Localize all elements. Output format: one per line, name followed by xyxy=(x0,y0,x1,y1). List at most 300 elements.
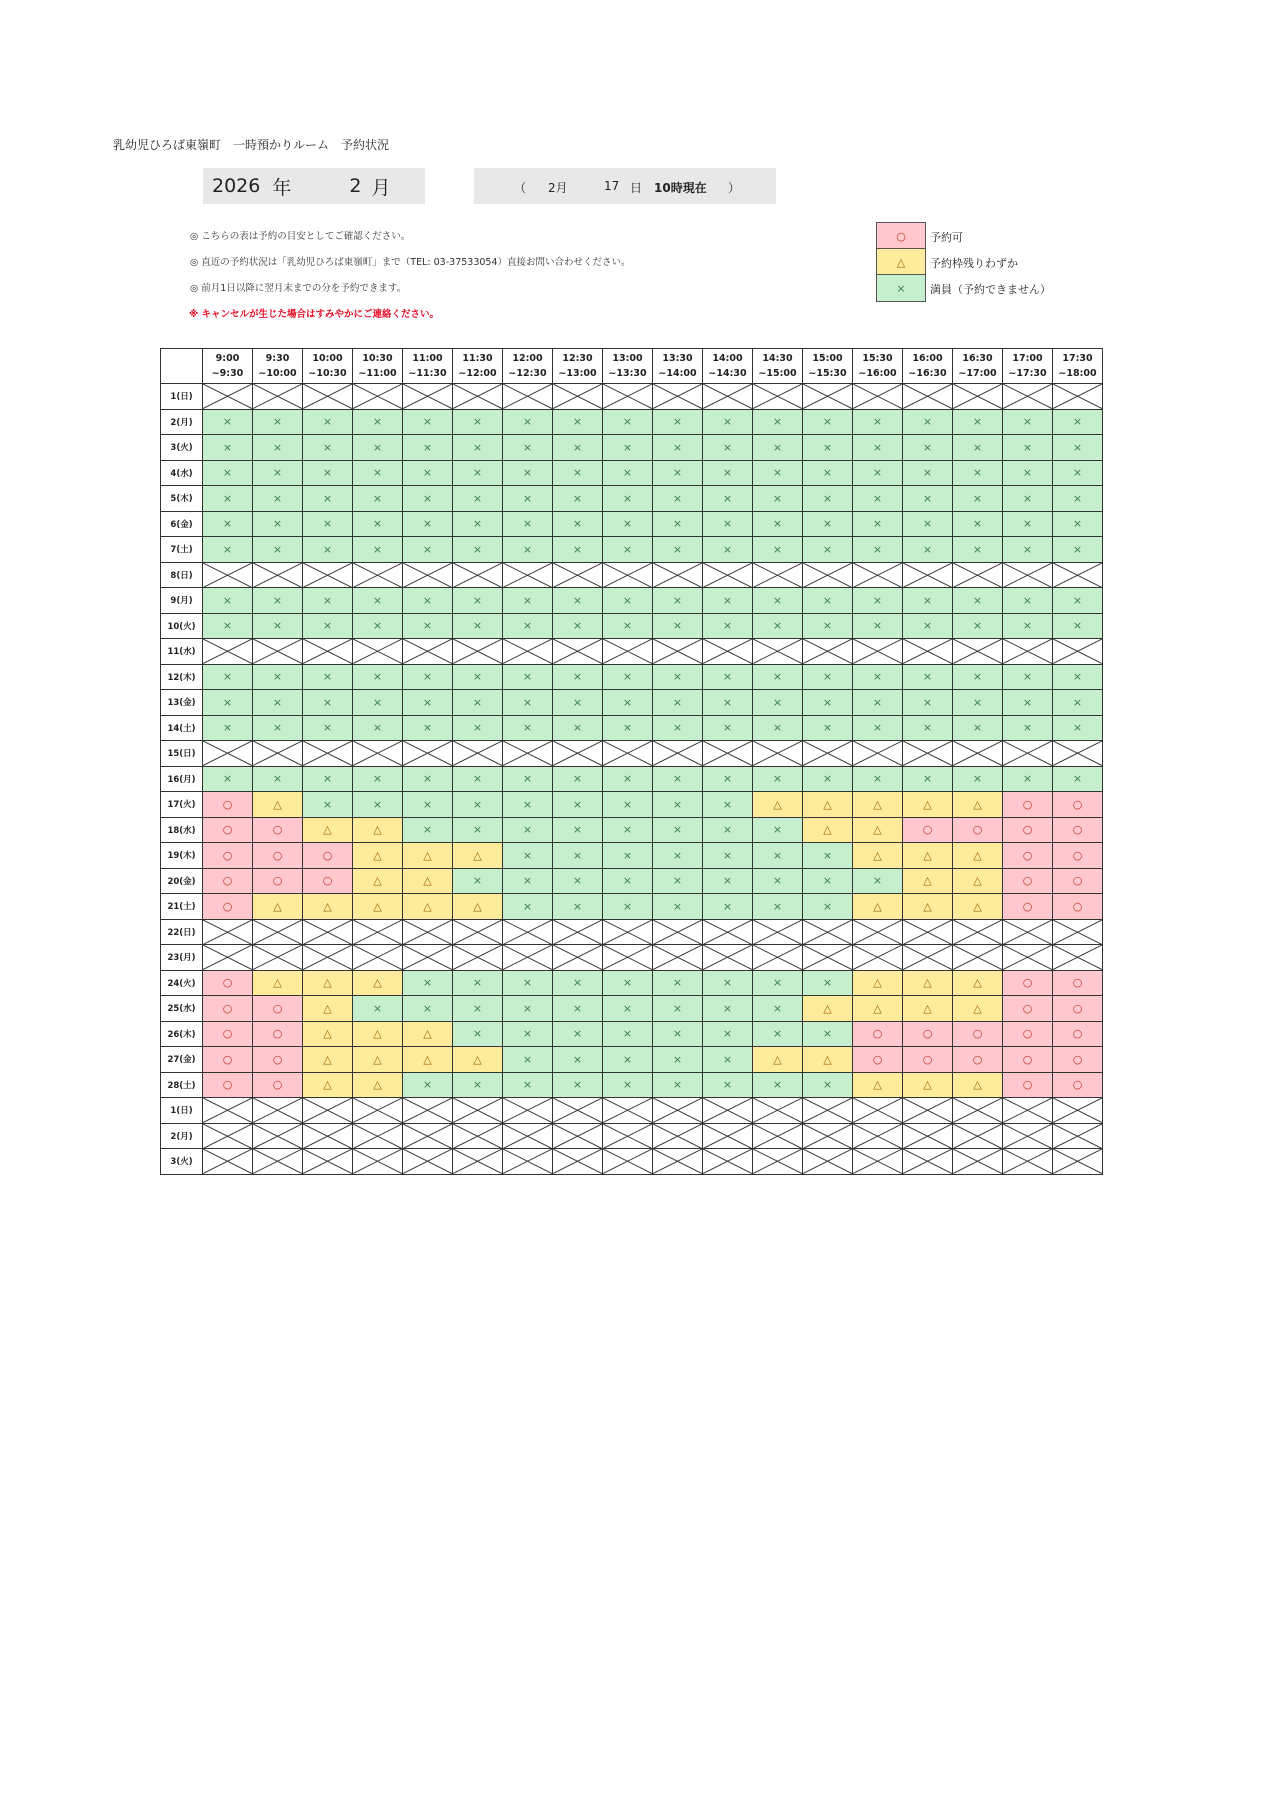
closed-cross-mark xyxy=(403,1149,452,1174)
table-row xyxy=(161,715,1103,741)
closed-cross-mark xyxy=(653,1124,702,1149)
full-cell: × xyxy=(403,435,453,461)
closed-cross-mark xyxy=(453,1149,502,1174)
closed-cell xyxy=(553,945,603,971)
closed-cross-mark xyxy=(553,920,602,945)
full-cell: × xyxy=(703,970,753,996)
full-cell: × xyxy=(853,664,903,690)
few-left-cell: △ xyxy=(303,1047,353,1073)
closed-cell xyxy=(903,384,953,410)
reservation-body xyxy=(161,384,1103,1175)
full-cell: × xyxy=(453,537,503,563)
closed-cell xyxy=(203,1149,253,1175)
full-cell: × xyxy=(903,486,953,512)
full-cell: × xyxy=(753,664,803,690)
full-cell: × xyxy=(803,690,853,716)
time-slot-header xyxy=(953,349,1003,384)
closed-cell xyxy=(503,1098,553,1124)
few-left-cell: △ xyxy=(353,843,403,869)
closed-cell xyxy=(503,945,553,971)
legend-swatch-full: × xyxy=(876,274,926,302)
full-cell: × xyxy=(503,588,553,614)
day-label: 4(水) xyxy=(161,460,203,486)
closed-cell xyxy=(253,384,303,410)
full-cell: × xyxy=(703,715,753,741)
closed-cross-mark xyxy=(403,563,452,588)
few-left-cell: △ xyxy=(953,1072,1003,1098)
full-cell: × xyxy=(403,511,453,537)
closed-cell xyxy=(253,945,303,971)
closed-cross-mark xyxy=(1003,563,1052,588)
closed-cross-mark xyxy=(353,945,402,970)
closed-cross-mark xyxy=(653,384,702,409)
slot-end: ~15:00 xyxy=(758,368,797,379)
closed-cross-mark xyxy=(753,1149,802,1174)
table-row xyxy=(161,384,1103,410)
closed-cross-mark xyxy=(553,1149,602,1174)
table-row xyxy=(161,792,1103,818)
closed-cell xyxy=(353,639,403,665)
closed-cross-mark xyxy=(1003,945,1052,970)
closed-cell xyxy=(653,1123,703,1149)
full-cell: × xyxy=(253,511,303,537)
time-slot-header xyxy=(553,349,603,384)
full-cell: × xyxy=(553,690,603,716)
full-cell: × xyxy=(703,766,753,792)
closed-cross-mark xyxy=(303,639,352,664)
full-cell: × xyxy=(553,435,603,461)
closed-cross-mark xyxy=(503,563,552,588)
full-cell: × xyxy=(903,435,953,461)
closed-cell xyxy=(753,1123,803,1149)
full-cell: × xyxy=(653,409,703,435)
full-cell: × xyxy=(403,460,453,486)
closed-cross-mark xyxy=(953,1124,1002,1149)
table-row xyxy=(161,460,1103,486)
full-cell: × xyxy=(253,664,303,690)
day-label: 13(金) xyxy=(161,690,203,716)
closed-cross-mark xyxy=(1053,1124,1102,1149)
full-cell: × xyxy=(753,537,803,563)
few-left-cell: △ xyxy=(303,970,353,996)
closed-cell xyxy=(703,639,753,665)
table-row xyxy=(161,537,1103,563)
full-cell: × xyxy=(403,588,453,614)
closed-cell xyxy=(603,1123,653,1149)
closed-cross-mark xyxy=(253,920,302,945)
full-cell: × xyxy=(303,715,353,741)
closed-cell xyxy=(703,384,753,410)
year-unit: 年 xyxy=(272,176,292,199)
few-left-cell: △ xyxy=(303,894,353,920)
full-cell: × xyxy=(503,511,553,537)
few-left-cell: △ xyxy=(303,817,353,843)
closed-cross-mark xyxy=(803,1124,852,1149)
closed-cross-mark xyxy=(203,384,252,409)
closed-cross-mark xyxy=(803,1149,852,1174)
full-cell: × xyxy=(353,537,403,563)
full-cell: × xyxy=(753,868,803,894)
closed-cell xyxy=(553,1123,603,1149)
full-cell: × xyxy=(953,511,1003,537)
closed-cell xyxy=(853,562,903,588)
closed-cell xyxy=(303,945,353,971)
full-cell: × xyxy=(1003,613,1053,639)
closed-cross-mark xyxy=(1053,563,1102,588)
closed-cross-mark xyxy=(303,1124,352,1149)
slot-start: 9:00 xyxy=(215,353,240,364)
full-cell: × xyxy=(503,1021,553,1047)
closed-cell xyxy=(553,919,603,945)
closed-cross-mark xyxy=(653,741,702,766)
full-cell: × xyxy=(353,996,403,1022)
closed-cell xyxy=(403,639,453,665)
slot-end: ~17:30 xyxy=(1008,368,1047,379)
closed-cross-mark xyxy=(603,920,652,945)
closed-cross-mark xyxy=(353,1098,402,1123)
full-cell: × xyxy=(203,435,253,461)
closed-cross-mark xyxy=(803,1098,852,1123)
closed-cell xyxy=(853,384,903,410)
full-cell: × xyxy=(553,486,603,512)
day-label: 1(日) xyxy=(161,384,203,410)
full-cell: × xyxy=(603,817,653,843)
closed-cell xyxy=(903,1098,953,1124)
full-cell: × xyxy=(953,664,1003,690)
few-left-cell: △ xyxy=(803,1047,853,1073)
closed-cross-mark xyxy=(503,639,552,664)
time-slot-header xyxy=(253,349,303,384)
full-cell: × xyxy=(453,996,503,1022)
day-label: 20(金) xyxy=(161,868,203,894)
closed-cell xyxy=(703,1149,753,1175)
closed-cell xyxy=(503,741,553,767)
few-left-cell: △ xyxy=(303,996,353,1022)
closed-cross-mark xyxy=(503,384,552,409)
full-cell: × xyxy=(703,460,753,486)
corner-cell xyxy=(161,349,203,384)
available-cell: ○ xyxy=(1003,970,1053,996)
closed-cell xyxy=(1003,945,1053,971)
closed-cross-mark xyxy=(1053,945,1102,970)
full-cell: × xyxy=(753,1021,803,1047)
closed-cell xyxy=(903,741,953,767)
closed-cell xyxy=(1003,1149,1053,1175)
closed-cell xyxy=(603,741,653,767)
closed-cross-mark xyxy=(853,563,902,588)
closed-cell xyxy=(253,639,303,665)
closed-cross-mark xyxy=(553,639,602,664)
closed-cell xyxy=(353,1149,403,1175)
few-left-cell: △ xyxy=(303,1021,353,1047)
few-left-cell: △ xyxy=(353,1072,403,1098)
full-cell: × xyxy=(853,588,903,614)
full-cell: × xyxy=(753,996,803,1022)
full-cell: × xyxy=(853,537,903,563)
closed-cross-mark xyxy=(453,384,502,409)
full-cell: × xyxy=(703,511,753,537)
full-cell: × xyxy=(703,1047,753,1073)
closed-cell xyxy=(853,1098,903,1124)
full-cell: × xyxy=(503,537,553,563)
closed-cell xyxy=(803,1123,853,1149)
closed-cross-mark xyxy=(853,945,902,970)
closed-cross-mark xyxy=(253,1149,302,1174)
full-cell: × xyxy=(1003,511,1053,537)
full-cell: × xyxy=(853,460,903,486)
note-item: ◎ こちらの表は予約の目安としてご確認ください。 xyxy=(190,231,411,242)
full-cell: × xyxy=(503,690,553,716)
full-cell: × xyxy=(253,460,303,486)
available-cell: ○ xyxy=(903,817,953,843)
few-left-cell: △ xyxy=(903,868,953,894)
table-row xyxy=(161,511,1103,537)
available-cell: ○ xyxy=(1053,996,1103,1022)
closed-cell xyxy=(503,919,553,945)
full-cell: × xyxy=(603,766,653,792)
full-cell: × xyxy=(553,409,603,435)
slot-start: 16:00 xyxy=(912,353,943,364)
full-cell: × xyxy=(953,613,1003,639)
full-cell: × xyxy=(803,664,853,690)
as-of-month: 2月 xyxy=(548,181,568,195)
full-cell: × xyxy=(553,715,603,741)
full-cell: × xyxy=(603,537,653,563)
closed-cell xyxy=(403,741,453,767)
closed-cross-mark xyxy=(853,1149,902,1174)
closed-cross-mark xyxy=(503,920,552,945)
full-cell: × xyxy=(303,664,353,690)
full-cell: × xyxy=(503,664,553,690)
closed-cross-mark xyxy=(253,563,302,588)
closed-cross-mark xyxy=(1053,920,1102,945)
full-cell: × xyxy=(703,996,753,1022)
closed-cross-mark xyxy=(453,639,502,664)
closed-cross-mark xyxy=(603,1124,652,1149)
few-left-cell: △ xyxy=(403,894,453,920)
full-cell: × xyxy=(603,486,653,512)
closed-cell xyxy=(703,919,753,945)
few-left-cell: △ xyxy=(953,843,1003,869)
closed-cell xyxy=(853,945,903,971)
full-cell: × xyxy=(653,817,703,843)
closed-cross-mark xyxy=(803,920,852,945)
closed-cell xyxy=(353,945,403,971)
closed-cell xyxy=(603,384,653,410)
full-cell: × xyxy=(803,868,853,894)
full-cell: × xyxy=(503,409,553,435)
closed-cross-mark xyxy=(303,384,352,409)
closed-cell xyxy=(253,919,303,945)
time-slot-header xyxy=(453,349,503,384)
full-cell: × xyxy=(553,664,603,690)
full-cell: × xyxy=(553,537,603,563)
full-cell: × xyxy=(803,460,853,486)
available-cell: ○ xyxy=(1003,868,1053,894)
closed-cell xyxy=(853,919,903,945)
closed-cell xyxy=(353,1123,403,1149)
full-cell: × xyxy=(453,613,503,639)
full-cell: × xyxy=(803,409,853,435)
closed-cell xyxy=(903,562,953,588)
month-value: 2 xyxy=(349,175,362,197)
day-label: 14(土) xyxy=(161,715,203,741)
available-cell: ○ xyxy=(1003,792,1053,818)
closed-cross-mark xyxy=(603,563,652,588)
closed-cell xyxy=(953,945,1003,971)
closed-cross-mark xyxy=(253,945,302,970)
full-cell: × xyxy=(753,486,803,512)
closed-cell xyxy=(403,1149,453,1175)
full-cell: × xyxy=(653,894,703,920)
full-cell: × xyxy=(603,970,653,996)
closed-cross-mark xyxy=(503,1098,552,1123)
full-cell: × xyxy=(853,486,903,512)
closed-cell xyxy=(303,562,353,588)
slot-start: 13:00 xyxy=(612,353,643,364)
full-cell: × xyxy=(453,460,503,486)
full-cell: × xyxy=(653,1047,703,1073)
closed-cross-mark xyxy=(253,1124,302,1149)
full-cell: × xyxy=(253,537,303,563)
closed-cell xyxy=(403,945,453,971)
available-cell: ○ xyxy=(903,1021,953,1047)
as-of-open-paren: （ xyxy=(514,181,527,195)
day-label: 15(日) xyxy=(161,741,203,767)
full-cell: × xyxy=(603,792,653,818)
closed-cell xyxy=(453,384,503,410)
few-left-cell: △ xyxy=(903,1072,953,1098)
closed-cross-mark xyxy=(853,639,902,664)
full-cell: × xyxy=(803,1021,853,1047)
full-cell: × xyxy=(603,715,653,741)
closed-cross-mark xyxy=(903,563,952,588)
slot-start: 11:30 xyxy=(462,353,493,364)
available-cell: ○ xyxy=(1003,1047,1053,1073)
closed-cell xyxy=(303,741,353,767)
full-cell: × xyxy=(253,435,303,461)
full-cell: × xyxy=(453,715,503,741)
full-cell: × xyxy=(453,664,503,690)
full-cell: × xyxy=(653,792,703,818)
slot-end: ~13:30 xyxy=(608,368,647,379)
closed-cross-mark xyxy=(803,639,852,664)
closed-cross-mark xyxy=(903,1098,952,1123)
full-cell: × xyxy=(803,1072,853,1098)
time-slot-header xyxy=(1003,349,1053,384)
closed-cross-mark xyxy=(403,384,452,409)
closed-cross-mark xyxy=(903,945,952,970)
closed-cross-mark xyxy=(853,741,902,766)
few-left-cell: △ xyxy=(403,843,453,869)
table-row xyxy=(161,409,1103,435)
closed-cell xyxy=(603,919,653,945)
available-cell: ○ xyxy=(1053,843,1103,869)
closed-cross-mark xyxy=(453,920,502,945)
closed-cell xyxy=(203,945,253,971)
full-cell: × xyxy=(203,690,253,716)
closed-cell xyxy=(253,1123,303,1149)
day-label: 17(火) xyxy=(161,792,203,818)
closed-cell xyxy=(903,1123,953,1149)
few-left-cell: △ xyxy=(353,894,403,920)
closed-cell xyxy=(703,741,753,767)
full-cell: × xyxy=(953,690,1003,716)
full-cell: × xyxy=(603,868,653,894)
closed-cell xyxy=(1053,945,1103,971)
table-row xyxy=(161,817,1103,843)
closed-cross-mark xyxy=(703,1098,752,1123)
closed-cross-mark xyxy=(453,741,502,766)
few-left-cell: △ xyxy=(953,792,1003,818)
closed-cell xyxy=(403,1123,453,1149)
closed-cross-mark xyxy=(303,1149,352,1174)
available-cell: ○ xyxy=(253,868,303,894)
day-label: 18(水) xyxy=(161,817,203,843)
closed-cross-mark xyxy=(603,741,652,766)
closed-cross-mark xyxy=(203,1098,252,1123)
available-cell: ○ xyxy=(1053,894,1103,920)
closed-cell xyxy=(203,1098,253,1124)
closed-cross-mark xyxy=(453,1124,502,1149)
slot-end: ~12:00 xyxy=(458,368,497,379)
full-cell: × xyxy=(753,1072,803,1098)
full-cell: × xyxy=(653,435,703,461)
full-cell: × xyxy=(553,588,603,614)
slot-start: 16:30 xyxy=(962,353,993,364)
closed-cross-mark xyxy=(903,920,952,945)
closed-cell xyxy=(503,562,553,588)
full-cell: × xyxy=(803,486,853,512)
closed-cell xyxy=(553,741,603,767)
full-cell: × xyxy=(303,537,353,563)
as-of-box xyxy=(474,168,776,204)
closed-cross-mark xyxy=(553,563,602,588)
closed-cell xyxy=(803,639,853,665)
closed-cell xyxy=(953,639,1003,665)
full-cell: × xyxy=(303,435,353,461)
few-left-cell: △ xyxy=(353,817,403,843)
closed-cell xyxy=(1053,919,1103,945)
closed-cell xyxy=(303,639,353,665)
full-cell: × xyxy=(453,970,503,996)
full-cell: × xyxy=(1003,690,1053,716)
day-label: 27(金) xyxy=(161,1047,203,1073)
closed-cell xyxy=(653,384,703,410)
full-cell: × xyxy=(903,537,953,563)
available-cell: ○ xyxy=(203,996,253,1022)
full-cell: × xyxy=(503,1072,553,1098)
full-cell: × xyxy=(503,843,553,869)
closed-cell xyxy=(503,1149,553,1175)
note-item: ◎ 前月1日以降に翌月末までの分を予約できます。 xyxy=(190,283,407,294)
few-left-cell: △ xyxy=(903,996,953,1022)
closed-cell xyxy=(653,945,703,971)
closed-cross-mark xyxy=(353,563,402,588)
full-cell: × xyxy=(503,1047,553,1073)
closed-cell xyxy=(1053,384,1103,410)
available-cell: ○ xyxy=(1003,843,1053,869)
closed-cross-mark xyxy=(503,741,552,766)
closed-cross-mark xyxy=(1003,639,1052,664)
closed-cross-mark xyxy=(203,1149,252,1174)
full-cell: × xyxy=(803,715,853,741)
closed-cell xyxy=(803,1098,853,1124)
closed-cell xyxy=(203,562,253,588)
closed-cell xyxy=(553,384,603,410)
full-cell: × xyxy=(303,588,353,614)
full-cell: × xyxy=(953,409,1003,435)
